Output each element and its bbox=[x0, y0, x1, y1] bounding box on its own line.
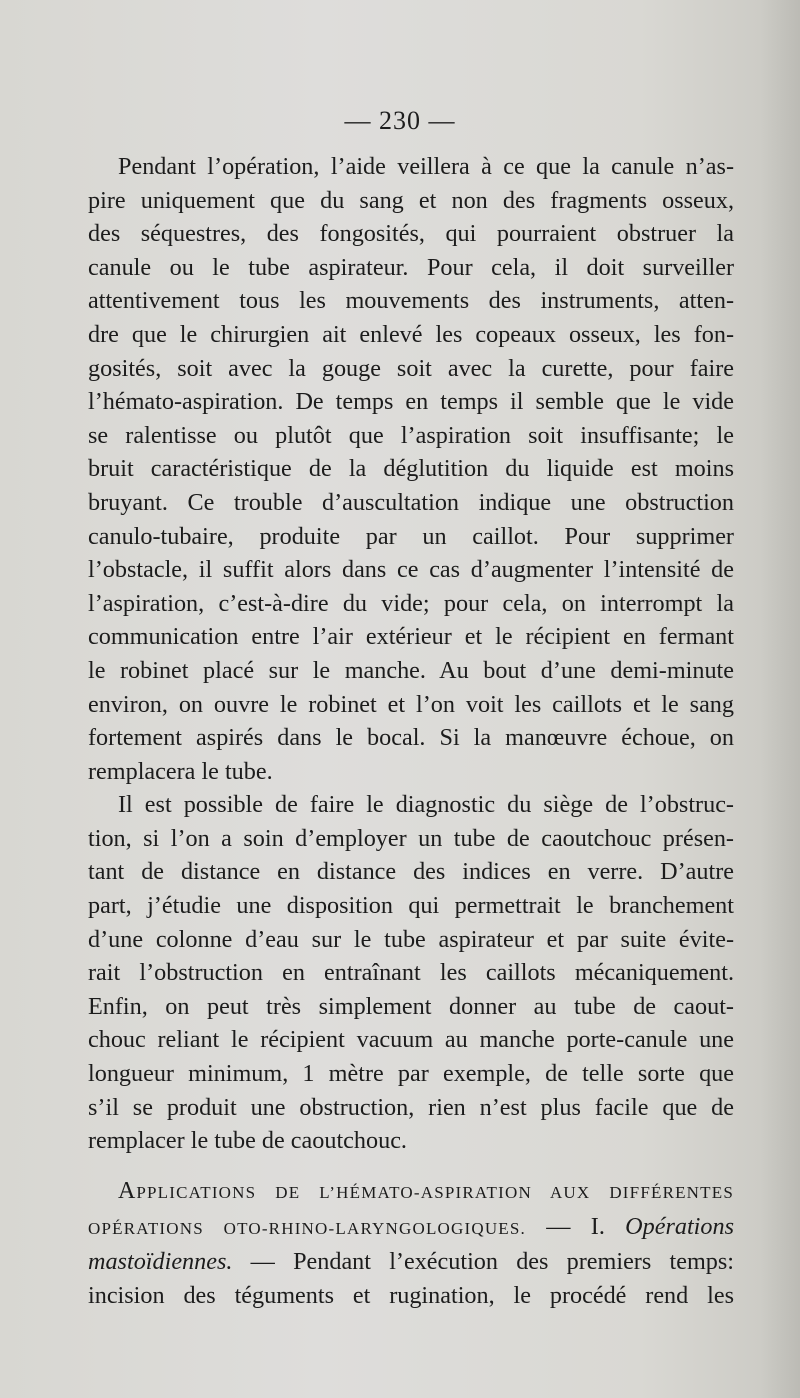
text-line: des séquestres, des fongosités, qui pourraient obstruer la bbox=[88, 220, 734, 248]
text-line: chouc reliant le récipient vacuum au manche porte-canule une bbox=[88, 1026, 734, 1054]
page-number: — 230 — bbox=[344, 106, 456, 135]
text-line: incision des téguments et rugination, le procédé rend les bbox=[88, 1281, 734, 1309]
main-text bbox=[88, 150, 734, 1158]
text-line bbox=[88, 1245, 734, 1279]
text-line: tion, si l’on a soin d’employer un tube de caoutchouc présen- bbox=[88, 824, 734, 852]
section-heading-line bbox=[88, 1174, 734, 1210]
heading-dash: — I. bbox=[526, 1212, 626, 1240]
text-line: canulo-tubaire, produite par un caillot. Pour supprimer bbox=[88, 522, 734, 550]
text-line: s’il se produit une obstruction, rien n’est plus facile que de bbox=[88, 1093, 734, 1121]
section-heading-line bbox=[88, 1210, 734, 1246]
paragraph-1 bbox=[88, 150, 734, 788]
text-line: Il est possible de faire le diagnostic du siège de l’obstruc- bbox=[118, 791, 734, 819]
text-line: gosités, soit avec la gouge soit avec la curette, pour faire bbox=[88, 354, 734, 382]
text-line: environ, on ouvre le robinet et l’on voit les caillots et le sang bbox=[88, 690, 734, 718]
text-line: bruyant. Ce trouble d’auscultation indique une obstruction bbox=[88, 488, 734, 516]
text-line: attentivement tous les mouvements des instruments, atten- bbox=[88, 287, 734, 315]
text-line: tant de distance en distance des indices en verre. D’autre bbox=[88, 858, 734, 886]
text-line: bruit caractéristique de la déglutition du liquide est moins bbox=[88, 455, 734, 483]
text-line: d’une colonne d’eau sur le tube aspirateur et par suite évite- bbox=[88, 925, 734, 953]
subsection-title: Opérations bbox=[625, 1212, 734, 1240]
text-line: communication entre l’air extérieur et le récipient en fermant bbox=[88, 623, 734, 651]
heading-small-caps: PPLICATIONS DE L’HÉMATO-ASPIRATION AUX DIFFÉRENTES bbox=[136, 1183, 734, 1202]
text-span: — Pendant l’exécution des premiers temps: bbox=[232, 1248, 734, 1276]
text-line: Pendant l’opération, l’aide veillera à ce que la canule n’as- bbox=[118, 153, 734, 180]
heading-initial: A bbox=[118, 1178, 137, 1204]
text-line: canule ou le tube aspirateur. Pour cela, il doit surveiller bbox=[88, 253, 734, 281]
text-line: remplacera le tube. bbox=[88, 757, 273, 785]
text-line: l’aspiration, c’est-à-dire du vide; pour cela, on interrompt la bbox=[88, 589, 734, 617]
text-line: dre que le chirurgien ait enlevé les copeaux osseux, les fon- bbox=[88, 320, 734, 348]
text-line: Enfin, on peut très simplement donner au tube de caout- bbox=[88, 992, 734, 1020]
text-line: fortement aspirés dans le bocal. Si la manœuvre échoue, on bbox=[88, 724, 734, 752]
text-line: rait l’obstruction en entraînant les caillots mécaniquement. bbox=[88, 959, 734, 987]
section-text bbox=[88, 1174, 734, 1312]
text-line: le robinet placé sur le manche. Au bout d’une demi-minute bbox=[88, 656, 734, 684]
text-line: l’obstacle, il suffit alors dans ce cas d’augmenter l’intensité de bbox=[88, 556, 734, 584]
text-line: longueur minimum, 1 mètre par exemple, de telle sorte que bbox=[88, 1060, 734, 1088]
paragraph-2 bbox=[88, 788, 734, 1158]
text-line: pire uniquement que du sang et non des fragments osseux, bbox=[88, 186, 734, 214]
text-line: l’hémato-aspiration. De temps en temps il semble que le vide bbox=[88, 388, 734, 416]
text-line: remplacer le tube de caoutchouc. bbox=[88, 1127, 407, 1155]
subsection-title: mastoïdiennes. bbox=[88, 1248, 233, 1276]
heading-small-caps: OPÉRATIONS OTO-RHINO-LARYNGOLOGIQUES. bbox=[88, 1218, 526, 1238]
text-line: se ralentisse ou plutôt que l’aspiration soit insuffisante; le bbox=[88, 421, 734, 449]
text-line: part, j’étudie une disposition qui permettrait le branchement bbox=[88, 892, 734, 920]
